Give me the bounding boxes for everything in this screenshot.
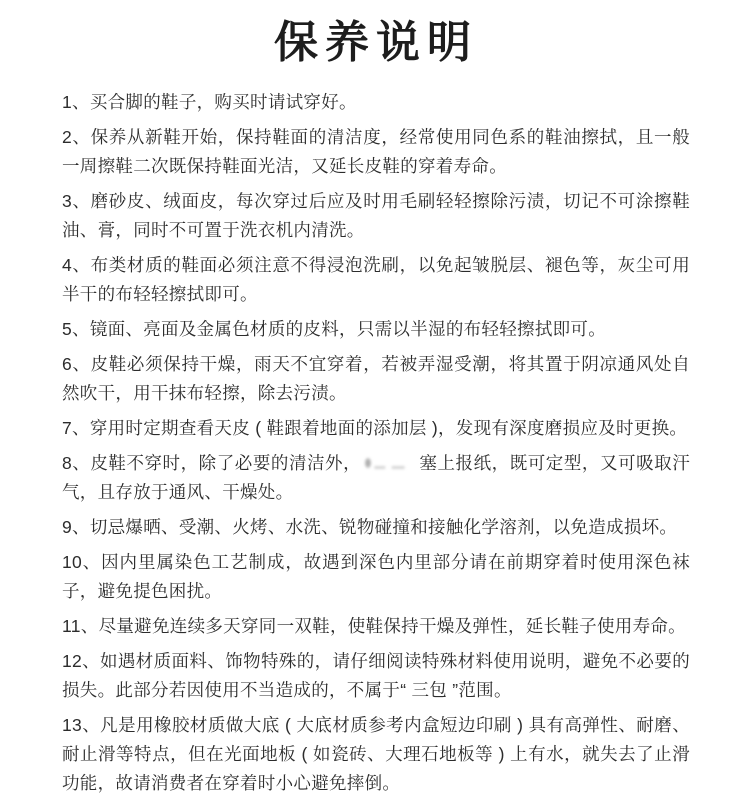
redacted-smudge bbox=[362, 455, 416, 470]
list-item-8 bbox=[62, 449, 690, 507]
page-title: 保养说明 bbox=[274, 17, 478, 68]
list-item-5: 5、镜面、亮面及金属色材质的皮料，只需以半湿的布轻轻擦拭即可。 bbox=[62, 319, 607, 340]
list-item-6: 6、皮鞋必须保持干燥，雨天不宜穿着，若被弄湿受潮，将其置于阴凉通风处自然吹干，用干抹布轻擦，除去污渍。 bbox=[62, 354, 690, 404]
list-item-10: 10、因内里属染色工艺制成，故遇到深色内里部分请在前期穿着时使用深色袜子，避免提色困扰。 bbox=[62, 552, 690, 602]
care-instructions-list bbox=[62, 88, 690, 798]
list-item-12: 12、如遇材质面料、饰物特殊的，请仔细阅读特殊材料使用说明，避免不必要的损失。此部分若因使用不当造成的，不属于“ 三包 ”范围。 bbox=[62, 651, 690, 701]
list-item-7: 7、穿用时定期查看天皮 ( 鞋跟着地面的添加层 )，发现有深度磨损应及时更换。 bbox=[62, 418, 688, 439]
list-item-9: 9、切忌爆晒、受潮、火烤、水洗、锐物碰撞和接触化学溶剂，以免造成损坏。 bbox=[62, 517, 678, 538]
list-item-13: 13、凡是用橡胶材质做大底 ( 大底材质参考内盒短边印刷 ) 具有高弹性、耐磨、耐止滑等特点，但在光面地板 ( 如瓷砖、大理石地板等 ) 上有水，就失去了止滑功能，故请消费者在穿着时小心避免摔倒。 bbox=[62, 715, 690, 794]
list-item-3: 3、磨砂皮、绒面皮，每次穿过后应及时用毛刷轻轻擦除污渍，切记不可涂擦鞋油、膏，同时不可置于洗衣机内清洗。 bbox=[62, 191, 690, 241]
list-item-2: 2、保养从新鞋开始，保持鞋面的清洁度，经常使用同色系的鞋油擦拭，且一般一周擦鞋二次既保持鞋面光洁，又延长皮鞋的穿着寿命。 bbox=[62, 127, 690, 177]
list-item-8-text-before: 8、皮鞋不穿时，除了必要的清洁外， bbox=[62, 453, 362, 474]
list-item-4: 4、布类材质的鞋面必须注意不得浸泡洗刷，以免起皱脱层、褪色等，灰尘可用半干的布轻轻擦拭即可。 bbox=[62, 255, 690, 305]
list-item-11: 11、尽量避免连续多天穿同一双鞋，使鞋保持干燥及弹性，延长鞋子使用寿命。 bbox=[62, 616, 686, 637]
list-item-1: 1、买合脚的鞋子，购买时请试穿好。 bbox=[62, 92, 357, 113]
list-item-8-text-after: 塞上报纸，既可定型，又可吸取汗气，且存放于通风、干燥处。 bbox=[62, 453, 690, 503]
